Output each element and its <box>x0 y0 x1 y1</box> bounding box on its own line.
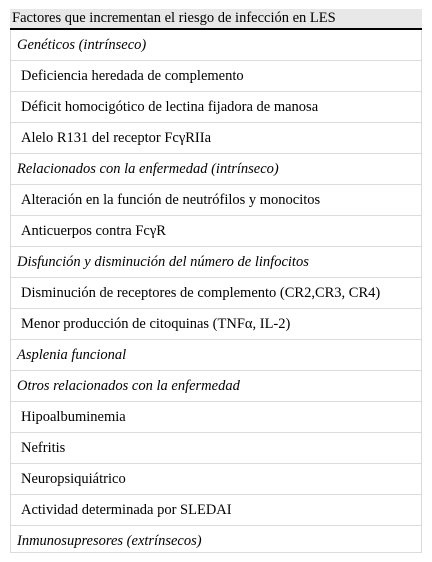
category-row: Inmunosupresores (extrínsecos) <box>11 526 421 553</box>
table-header: Factores que incrementan el riesgo de infección en LES <box>10 9 422 30</box>
category-row: Disfunción y disminución del número de linfocitos <box>11 247 421 278</box>
risk-factors-table <box>10 9 422 553</box>
table-body <box>10 30 422 553</box>
category-row: Genéticos (intrínseco) <box>11 30 421 61</box>
table-row: Nefritis <box>11 433 421 464</box>
table-row: Déficit homocigótico de lectina fijadora de manosa <box>11 92 421 123</box>
category-row: Otros relacionados con la enfermedad <box>11 371 421 402</box>
table-row: Deficiencia heredada de complemento <box>11 61 421 92</box>
category-row: Asplenia funcional <box>11 340 421 371</box>
table-row: Menor producción de citoquinas (TNFα, IL-2) <box>11 309 421 340</box>
table-row: Actividad determinada por SLEDAI <box>11 495 421 526</box>
table-row: Neuropsiquiátrico <box>11 464 421 495</box>
category-row: Relacionados con la enfermedad (intrínseco) <box>11 154 421 185</box>
table-row: Alelo R131 del receptor FcγRIIa <box>11 123 421 154</box>
table-row: Disminución de receptores de complemento (CR2,CR3, CR4) <box>11 278 421 309</box>
table-row: Alteración en la función de neutrófilos y monocitos <box>11 185 421 216</box>
table-row: Hipoalbuminemia <box>11 402 421 433</box>
table-row: Anticuerpos contra FcγR <box>11 216 421 247</box>
